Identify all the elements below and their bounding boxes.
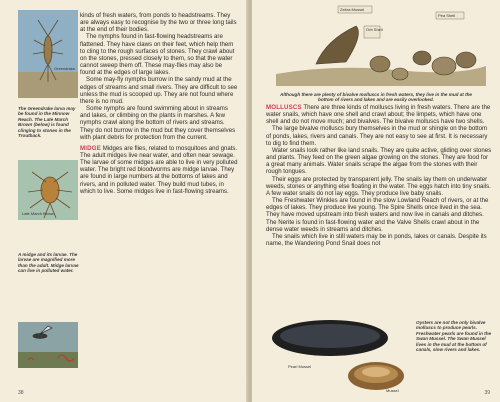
left-body-column <box>80 12 238 195</box>
greendrake-caption: The Greendrake larva may be found in the Minnow Reach. The Late March Brown (below) is found clinging to stones in the Troutback. <box>18 106 76 139</box>
right-paragraph: The Freshwater Winkles are found in the slow Lowland Reach of rivers, or at the edges of lakes. They produce live young. The Spire Shells once lived in the sea. They have moved upstream into fresh waters and now live in canals and ditches. The Nerite is found in fast-flowing water and the Valve Shells crawl about in the dense water weeds in streams and ditches. <box>266 197 489 233</box>
right-paragraph: Their eggs are protected by transparent jelly. The snails lay them on underwater weeds, stones or anything else floating in the water. The eggs hatch into tiny snails. A few water snails do not lay eggs. They produce live baby snails. <box>266 175 491 197</box>
midge-section <box>80 145 238 195</box>
molluscs-text: There are three kinds of molluscs living in fresh waters. There are the water snails, which have one shell and crawl about; the limpets, which have one shell and do not move much; and bivalves. The bivalve molluscs have two shells. <box>266 104 491 126</box>
right-paragraph: The large bivalve molluscs bury themselves in the mud or shingle on the bottom of ponds, lakes, rivers and canals. They are not easy to see at first. It is necessary to dig to find them. <box>266 125 488 147</box>
zebra-mussel-label: Zebra Mussel <box>340 7 365 12</box>
bivalve-shells-illustration <box>276 4 486 86</box>
left-paragraph: kinds of fresh waters, from ponds to headstreams. They are always easy to recognise by the two or three long tails at the end of their bodies. <box>80 12 237 34</box>
late-march-brown-label: Late March Brown <box>22 211 55 216</box>
right-paragraph: The snails which live in still waters may be in ponds, lakes or canals. Despite its name, the Wandering Pond Snail does not <box>266 232 487 247</box>
midge-text: Midges are flies, related to mosquitoes and gnats. The adult midges live near water, and often near sewage. The larvae of some midges are able to live in very polluted water. The bright red bloodworms are midge larvae. They are found in large numbers at the bottoms of lakes and rivers, and in polluted water. They build mud tubes, in which to live. Some midges live in fast-flowing streams. <box>80 144 238 195</box>
late-march-brown-illustration <box>18 160 78 220</box>
right-paragraph: Water snails look rather like land snails. They are quite active, gliding over stones and plants. They feed on the green algae growing on the stones. They are food for a great many animals. Water snails scrape the algae from the stones with their rough tongues. <box>266 146 492 176</box>
right-body-column <box>266 104 492 247</box>
left-paragraph: Some may-fly nymphs burrow in the sandy mud at the edges of streams and small rivers. They are difficult to see unless the mud is scooped up. They are not found where there is no mud. <box>80 76 238 105</box>
pearl-caption: Oysters are not the only bivalve molluscs to produce pearls. Freshwater pearls are found in the Swan Mussel. The Swan Mussel lives in the mud at the bottom of canals, slow rivers and lakes. <box>416 320 492 353</box>
greendrake-label: Greendrake <box>54 66 76 71</box>
page-number-right: 39 <box>484 390 490 396</box>
left-paragraph: The nymphs found in fast-flowing headstreams are flattened. They have claws on their feet, which help them to cling to the rough surfaces of stones. They crawl about on the stones, pressed closely to them, so that the water cannot sweep them off. These may-flies may also be found at the edges of large lakes. <box>80 33 235 77</box>
molluscs-intro <box>266 104 492 125</box>
midge-caption: A midge and its larvae. The larvae are magnified more than the adult. Midge larvae can live in polluted water. <box>18 252 79 274</box>
pearl-mussel-label: Pearl Mussel <box>288 364 312 369</box>
right-page <box>252 0 500 402</box>
molluscs-heading: MOLLUSCS <box>266 104 302 111</box>
midge-heading: MIDGE <box>80 144 101 152</box>
mussel-label: Mussel <box>386 388 399 393</box>
page-number-left: 38 <box>18 390 24 396</box>
left-paragraph: Some nymphs are found swimming about in streams and lakes, or climbing on the plants in marshes. A few nymphs crawl along the bottom of rivers and streams. They do not burrow in the mud but they cover themselves with plant debris for protection from the current. <box>80 105 236 141</box>
shells-caption: Although there are plenty of bivalve molluscs in fresh waters, they live in the mud at the bottom of rivers and lakes and are easily overlooked. <box>280 92 472 103</box>
midge-illustration <box>18 322 78 368</box>
pearl-mussel-illustration <box>264 306 412 394</box>
greendrake-larva-illustration <box>18 10 78 98</box>
pea-shell-label: Pea Shell <box>438 13 456 18</box>
orb-shell-label: Orb Shell <box>366 27 383 32</box>
left-page <box>0 0 248 402</box>
